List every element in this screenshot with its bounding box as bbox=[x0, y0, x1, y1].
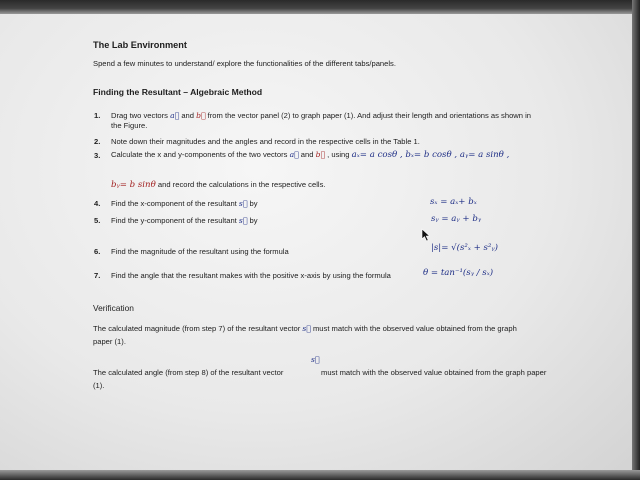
vector-b-symbol: b⃗ bbox=[196, 111, 206, 120]
sy-formula: sᵧ = aᵧ + bᵧ bbox=[431, 214, 482, 224]
vector-s-symbol: s⃗ bbox=[302, 324, 311, 333]
step-4-text: Find the x-component of the resultant bbox=[111, 199, 237, 208]
verification-para-1-a: The calculated magnitude (from step 7) of the resultant vector bbox=[93, 324, 301, 333]
lab-title: The Lab Environment bbox=[93, 40, 187, 50]
step-3-line-2 bbox=[111, 180, 325, 190]
vector-a-symbol: a⃗ bbox=[170, 111, 180, 120]
step-4-by: by bbox=[249, 199, 258, 208]
step-4-number: 4. bbox=[94, 199, 101, 208]
sx-formula: sₓ = aₓ+ bₓ bbox=[430, 197, 477, 207]
step-1-text-c: the Figure. bbox=[111, 121, 148, 130]
step-5-line bbox=[111, 216, 258, 225]
vector-b-symbol: b⃗ bbox=[315, 150, 325, 159]
step-6-text: Find the magnitude of the resultant using the formula bbox=[111, 247, 289, 256]
angle-formula: θ = tan⁻¹(sᵧ / sₓ) bbox=[423, 268, 494, 278]
magnitude-formula: |s|= √(s²ₓ + s²ᵧ) bbox=[431, 243, 498, 253]
step-3-text-b: , using bbox=[327, 150, 350, 159]
vector-a-symbol: a⃗ bbox=[289, 150, 299, 159]
vector-s-symbol: s⃗ bbox=[238, 199, 248, 208]
step-1-and: and bbox=[181, 111, 194, 120]
step-3-line bbox=[111, 150, 509, 160]
vector-s-symbol: s⃗ bbox=[238, 216, 248, 225]
step-1-text-a: Drag two vectors bbox=[111, 111, 168, 120]
step-2-text: Note down their magnitudes and the angles and record in the respective cells in the Table 1. bbox=[111, 137, 420, 146]
component-formulas: aₓ= a cosθ , bₓ= b cosθ , aᵧ= a sinθ , bbox=[351, 150, 510, 160]
vector-s-symbol: s⃗ bbox=[311, 355, 320, 364]
step-5-number: 5. bbox=[94, 216, 101, 225]
step-5-text: Find the y-component of the resultant bbox=[111, 216, 237, 225]
step-7-text: Find the angle that the resultant makes with the positive x-axis by using the formula bbox=[111, 271, 391, 280]
step-3-and: and bbox=[300, 150, 314, 159]
step-1-text-b: from the vector panel (2) to graph paper (1). And adjust their length and orientations as shown in bbox=[207, 111, 532, 120]
verification-para-2-b: must match with the observed value obtained from the graph paper bbox=[321, 368, 547, 377]
step-3-number: 3. bbox=[94, 151, 101, 160]
mouse-pointer-icon bbox=[421, 228, 431, 242]
step-5-by: by bbox=[249, 216, 258, 225]
verification-para-1-b: must match with the observed value obtained from the graph bbox=[312, 324, 517, 333]
lab-intro: Spend a few minutes to understand/ explore the functionalities of the different tabs/panels. bbox=[93, 59, 396, 68]
step-1-number: 1. bbox=[94, 111, 101, 120]
section-title: Finding the Resultant – Algebraic Method bbox=[93, 87, 263, 97]
verification-para-2-a: The calculated angle (from step 8) of the resultant vector bbox=[93, 368, 284, 377]
verification-para-2-c: (1). bbox=[93, 381, 105, 390]
step-3-text-a: Calculate the x and y-components of the two vectors bbox=[111, 150, 288, 159]
step-2-number: 2. bbox=[94, 137, 101, 146]
step-6-number: 6. bbox=[94, 247, 101, 256]
verification-para-1-c: paper (1). bbox=[93, 337, 126, 346]
step-3-text-c: and record the calculations in the respective cells. bbox=[157, 180, 326, 189]
verification-para-1 bbox=[93, 324, 517, 333]
step-1-line bbox=[111, 111, 531, 120]
by-formula: bᵧ= b sinθ bbox=[111, 180, 156, 190]
step-4-line bbox=[111, 199, 258, 208]
verification-title: Verification bbox=[93, 303, 134, 313]
step-7-number: 7. bbox=[94, 271, 101, 280]
